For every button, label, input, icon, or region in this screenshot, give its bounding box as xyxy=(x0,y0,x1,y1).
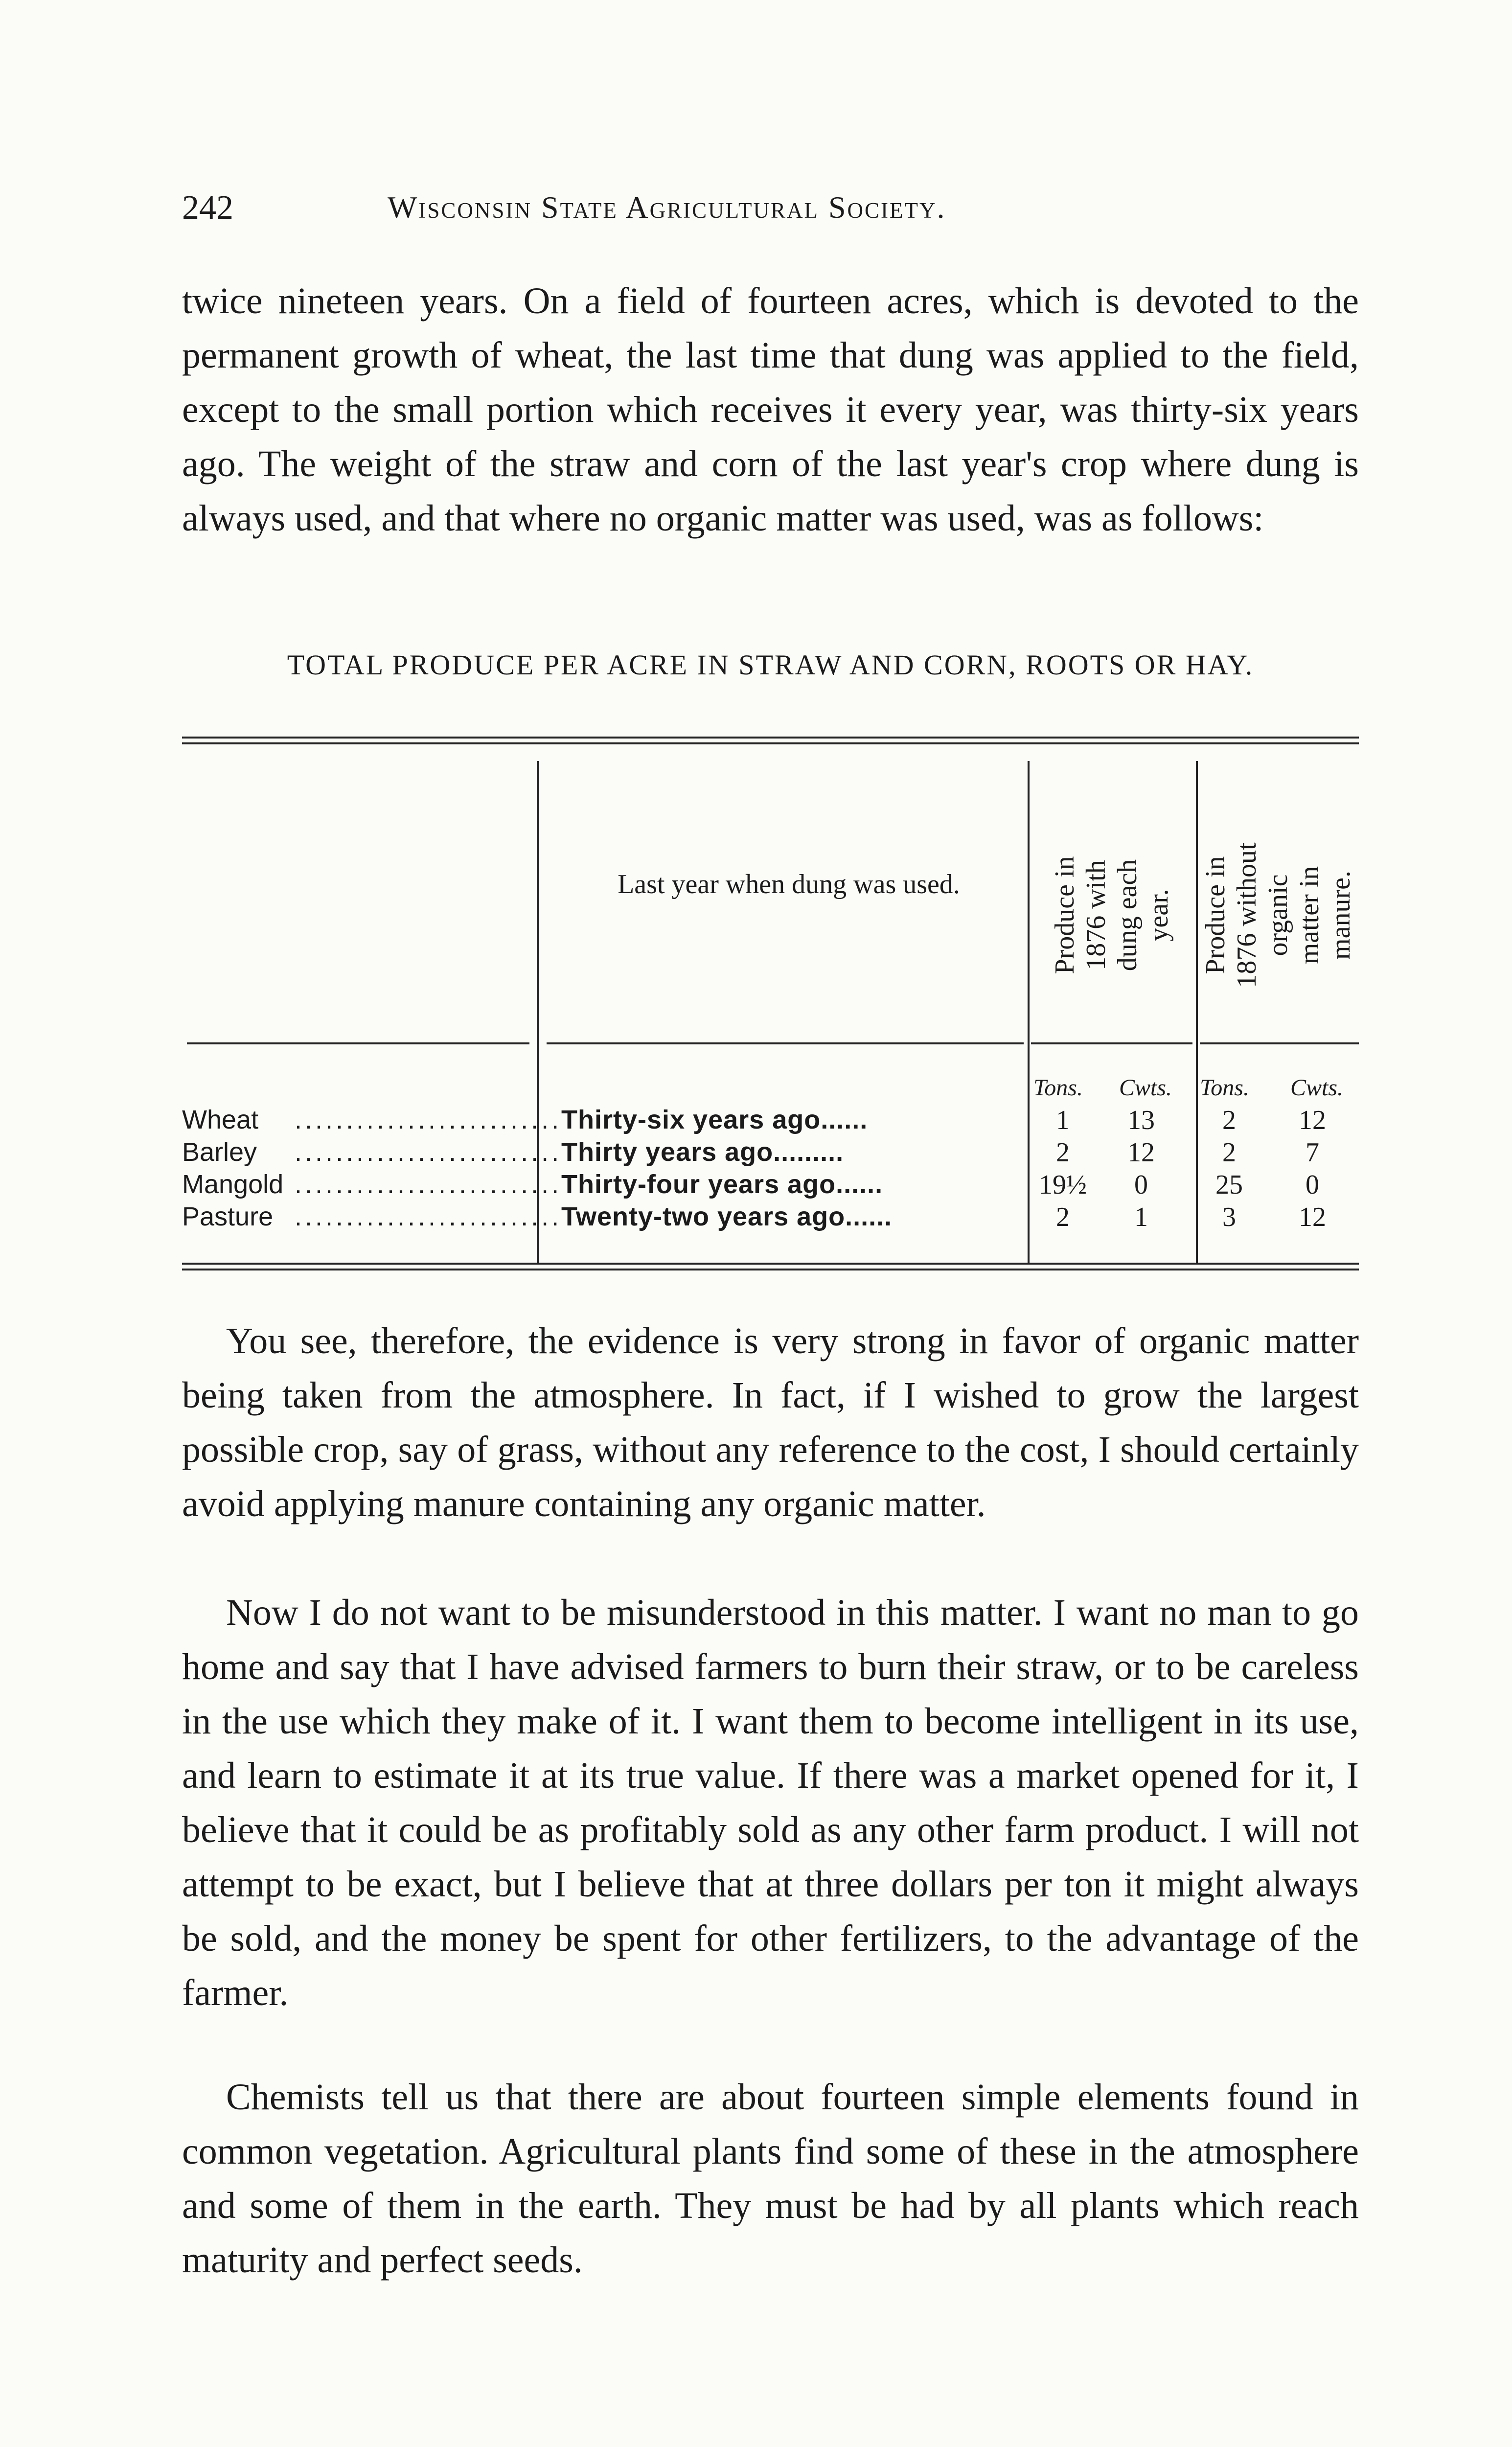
intro-paragraph-text: twice nineteen years. On a field of fourteen acres, which is devoted to the permanent growth of wheat, the last time that dung was applied to the field, except to the small portion which receives it every year, was thirty-six years ago. The weight of the straw and corn of the last year's crop where dung is always used, and that where no organic matter was used, was as follows: xyxy=(182,280,1359,539)
running-title: Wisconsin State Agricultural Society. xyxy=(388,190,946,225)
without-cwts-cell: 12 xyxy=(1299,1105,1326,1135)
paragraph-chemists-text: Chemists tell us that there are about fourteen simple elements found in common vegetation. Agricultural plants find some of these in the atmosphere and some of them in the earth. They must be had by all plants which reach maturity and perfect seeds. xyxy=(182,2077,1359,2281)
crop-name: Wheat xyxy=(182,1105,259,1134)
paragraph-straw xyxy=(182,1586,1359,2020)
leader-dots: .......................... xyxy=(295,1137,562,1167)
table-caption: TOTAL PRODUCE PER ACRE IN STRAW AND CORN, ROOTS OR HAY. xyxy=(287,649,1254,681)
without-cwts-cell: 12 xyxy=(1299,1202,1326,1232)
crop-name: Pasture xyxy=(182,1202,274,1231)
header-last-year: Last year when dung was used. xyxy=(618,869,960,900)
paragraph-evidence-text: You see, therefore, the evidence is very strong in favor of organic matter being taken from the atmosphere. In fact, if I wished to grow the largest possible crop, say of grass, without any reference to the cost, I should certainly avoid applying manure containing any organic matter. xyxy=(182,1320,1359,1524)
header-without-organic-text: Produce in 1876 without organic matter in manure. xyxy=(1200,842,1356,988)
unit-cwts-without: Cwts. xyxy=(1290,1075,1344,1101)
table-bottom-rule xyxy=(182,1263,1359,1265)
header-without-organic xyxy=(1200,776,1356,1055)
header-rule-left xyxy=(187,1042,529,1044)
paragraph-evidence xyxy=(182,1314,1359,1531)
last-year-cell: Twenty-two years ago...... xyxy=(561,1202,893,1231)
crop-name: Barley xyxy=(182,1137,257,1167)
running-head xyxy=(182,188,1356,232)
paragraph-chemists xyxy=(182,2070,1359,2287)
without-tons-cell: 25 xyxy=(1215,1170,1243,1200)
header-with-dung xyxy=(1033,776,1190,1055)
with-tons-cell: 1 xyxy=(1056,1105,1070,1135)
last-year-cell: Thirty-six years ago...... xyxy=(561,1105,868,1134)
table-row xyxy=(182,1137,1359,1169)
without-tons-cell: 2 xyxy=(1222,1105,1236,1135)
without-tons-cell: 3 xyxy=(1222,1202,1236,1232)
unit-cwts-with: Cwts. xyxy=(1119,1075,1172,1101)
paragraph-straw-text: Now I do not want to be misunderstood in this matter. I want no man to go home and say that I have advised farmers to burn their straw, or to be careless in the use which they make of it. I want them to become intelligent in its use, and learn to estimate it at its true value. If there was a market opened for it, I believe that it could be as profitably sold as any other farm product. I will not attempt to be exact, but I believe that at three dollars per ton it might always be sold, and the money be spent for other fertilizers, to the advantage of the farmer. xyxy=(182,1592,1359,2013)
with-tons-cell: 2 xyxy=(1056,1202,1070,1232)
leader-dots: .......................... xyxy=(295,1105,562,1134)
unit-tons-with: Tons. xyxy=(1033,1075,1083,1101)
header-with-dung-text: Produce in 1876 with dung each year. xyxy=(1050,856,1174,974)
table-top-rule-2 xyxy=(182,742,1359,744)
leader-dots: .......................... xyxy=(295,1170,562,1199)
table-row xyxy=(182,1201,1359,1234)
table-row xyxy=(182,1169,1359,1201)
leader-dots: .......................... xyxy=(295,1202,562,1231)
produce-table xyxy=(182,737,1359,1294)
without-cwts-cell: 7 xyxy=(1306,1137,1319,1168)
with-tons-cell: 19½ xyxy=(1039,1170,1087,1200)
table-bottom-rule-2 xyxy=(182,1269,1359,1270)
with-cwts-cell: 1 xyxy=(1134,1202,1148,1232)
unit-tons-without: Tons. xyxy=(1200,1075,1249,1101)
with-tons-cell: 2 xyxy=(1056,1137,1070,1168)
with-cwts-cell: 13 xyxy=(1127,1105,1155,1135)
page-number: 242 xyxy=(182,189,233,227)
table-row xyxy=(182,1105,1359,1137)
with-cwts-cell: 12 xyxy=(1127,1137,1155,1168)
crop-name: Mangold xyxy=(182,1170,284,1199)
header-rule-mid xyxy=(547,1042,1024,1044)
table-top-rule xyxy=(182,737,1359,739)
intro-paragraph xyxy=(182,274,1359,546)
without-cwts-cell: 0 xyxy=(1306,1170,1319,1200)
last-year-cell: Thirty years ago......... xyxy=(561,1137,844,1167)
with-cwts-cell: 0 xyxy=(1134,1170,1148,1200)
last-year-cell: Thirty-four years ago...... xyxy=(561,1170,883,1199)
without-tons-cell: 2 xyxy=(1222,1137,1236,1168)
